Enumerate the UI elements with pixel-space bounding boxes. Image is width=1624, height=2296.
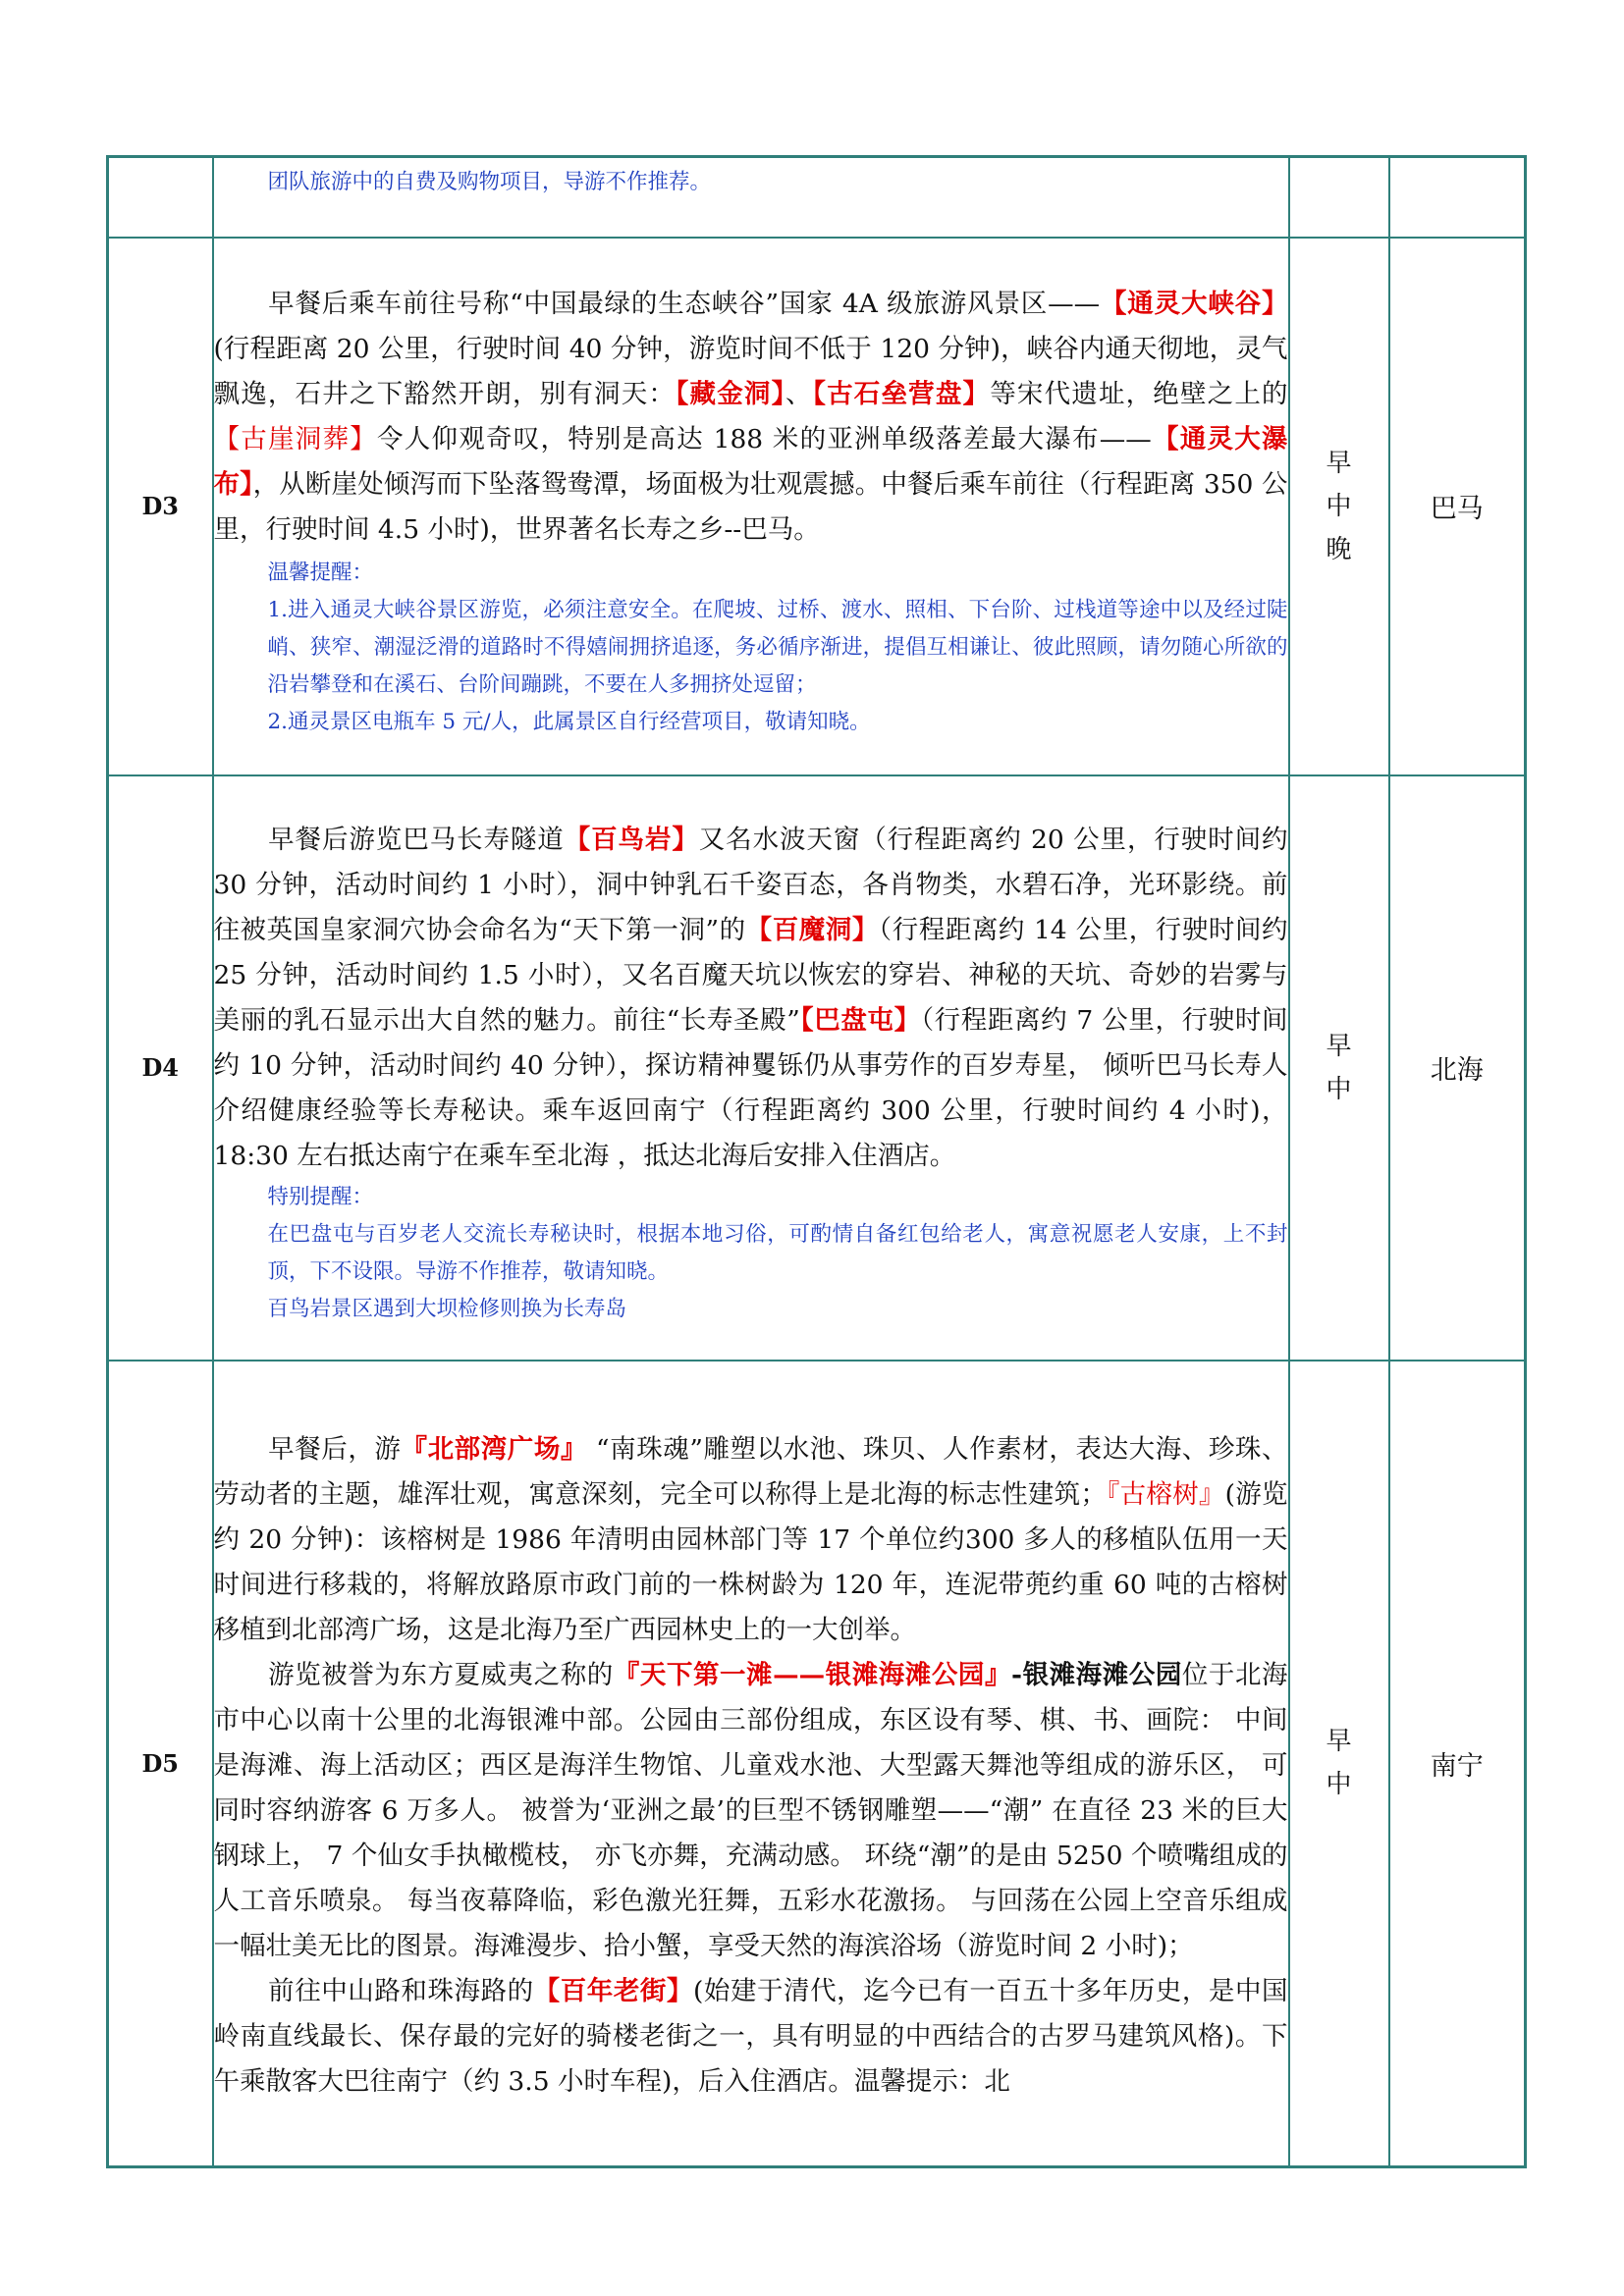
day-cell: D3: [108, 238, 213, 775]
attraction-name: 【通灵大峡谷】: [1100, 288, 1288, 319]
meal-breakfast: 早: [1326, 1727, 1352, 1757]
meal-cell: [1289, 157, 1389, 238]
attraction-name: 【古石垒营盘】: [812, 378, 991, 409]
paragraph: 前往中山路和珠海路的【百年老街】(始建于清代，迄今已有一百五十多年历史，是中国岭南直线最长、保存最的完好的骑楼老街之一，具有明显的中西结合的古罗马建筑风格)。下午乘散客大巴往南宁（约 3.5 小时车程)，后入住酒店。温馨提示：北: [213, 1976, 1288, 2098]
meal-breakfast: 早: [1326, 1031, 1352, 1061]
content-cell: [213, 238, 1289, 775]
stay-cell: 北海: [1389, 775, 1526, 1361]
paragraph: 早餐后，游『北部湾广场』 “南珠魂”雕塑以水池、珠贝、人作素材，表达大海、珍珠、劳动者的主题，雄浑壮观，寓意深刻，完全可以称得上是北海的标志性建筑；『古榕树』(游览约 20 分钟)：该榕树是 1986 年清明由园林部门等 17 个单位约300 多人的移植队伍用一天时间进行移栽的，将解放路原市政门前的一株树龄为 120 年，连泥带蔸约重 60 吨的古榕树移植到北部湾广场，这是北海乃至广西园林史上的一大创举。: [213, 1434, 1288, 1646]
table-row: [108, 775, 1526, 1361]
attraction-name: 【古崖洞葬】: [213, 423, 377, 454]
table-row: [108, 1361, 1526, 2167]
tip-text: 2.通灵景区电瓶车 5 元/人，此属景区自行经营项目，敬请知晓。: [267, 709, 871, 734]
stay-cell: 巴马: [1389, 238, 1526, 775]
attraction-name: 【百魔洞】: [745, 914, 879, 945]
day-cell: [108, 157, 213, 238]
tip-title: 特别提醒：: [267, 1184, 374, 1209]
tip-text: 百鸟岩景区遇到大坝检修则换为长寿岛: [267, 1296, 627, 1321]
meal-lunch: 中: [1326, 1074, 1352, 1104]
tip-title: 温馨提醒：: [267, 560, 374, 585]
paragraph: 游览被誉为东方夏威夷之称的『天下第一滩——银滩海滩公园』-银滩海滩公园位于北海市中心以南十公里的北海银滩中部。公园由三部份组成，东区设有琴、棋、书、画院： 中间是海滩、海上活动区；西区是海洋生物馆、儿童戏水池、大型露天舞池等组成的游乐区， 可同时容纳游客 6 万多人。 被誉为‘亚洲之最’的巨型不锈钢雕塑——“潮” 在直径 23 米的巨大钢球上， 7 个仙女手执橄榄枝， 亦飞亦舞，充满动感。 环绕“潮”的是由 5250 个喷嘴组成的人工音乐喷泉。 每当夜幕降临，彩色激光狂舞，五彩水花激扬。 与回荡在公园上空音乐组成一幅壮美无比的图景。海滩漫步、拾小蟹，享受天然的海滨浴场（游览时间 2 小时)；: [213, 1660, 1288, 1962]
paragraph: 早餐后乘车前往号称“中国最绿的生态峡谷”国家 4A 级旅游风景区——【通灵大峡谷】(行程距离 20 公里，行驶时间 40 分钟，游览时间不低于 120 分钟)，峡谷内通天彻地，灵气飘逸，石井之下豁然开朗，别有洞天：【藏金洞】、【古石垒营盘】等宋代遗址，绝壁之上的【古崖洞葬】令人仰观奇叹，特别是高达 188 米的亚洲单级落差最大瀑布——【通灵大瀑布】，从断崖处倾泻而下坠落鸳鸯潭，场面极为壮观震撼。中餐后乘车前往（行程距离 350 公里，行驶时间 4.5 小时)，世界著名长寿之乡--巴马。: [213, 288, 1288, 545]
paragraph: 早餐后游览巴马长寿隧道【百鸟岩】又名水波天窗（行程距离约 20 公里，行驶时间约 30 分钟，活动时间约 1 小时），洞中钟乳石千姿百态，各肖物类，水碧石净，光环影绕。前往被英国皇家洞穴协会命名为“天下第一洞”的【百魔洞】（行程距离约 14 公里，行驶时间约 25 分钟，活动时间约 1.5 小时），又名百魔天坑以恢宏的穿岩、神秘的天坑、奇妙的岩雾与美丽的乳石显示出大自然的魅力。前往“长寿圣殿”【巴盘屯】（行程距离约 7 公里，行驶时间约 10 分钟，活动时间约 40 分钟），探访精神矍铄仍从事劳作的百岁寿星， 倾听巴马长寿人介绍健康经验等长寿秘诀。乘车返回南宁（行程距离约 300 公里，行驶时间约 4 小时)，18:30 左右抵达南宁在乘车至北海 ，抵达北海后安排入住酒店。: [213, 824, 1288, 1171]
attraction-name: 【藏金洞】: [676, 378, 785, 409]
tip-text: 1.进入通灵大峡谷景区游览，必须注意安全。在爬坡、过桥、渡水、照相、下台阶、过栈道等途中以及经过陡峭、狭窄、潮湿泛滑的道路时不得嬉闹拥挤追逐，务必循序渐进，提倡互相谦让、彼此照顾，请勿随心所欲的沿岩攀登和在溪石、台阶间蹦跳，不要在人多拥挤处逗留；: [267, 597, 1288, 697]
meal-dinner: 晚: [1326, 534, 1352, 564]
attraction-name: 【百鸟岩】: [564, 824, 699, 855]
attraction-name: 『北部湾广场』: [401, 1434, 588, 1466]
attraction-name: 【巴盘屯】: [799, 1004, 921, 1036]
content-cell: [213, 775, 1289, 1361]
meal-cell: [1289, 1361, 1389, 2167]
stay-cell: [1389, 157, 1526, 238]
table-row: [108, 238, 1526, 775]
attraction-name: 『天下第一滩——银滩海滩公园』: [613, 1660, 1012, 1691]
note-text: 团队旅游中的自费及购物项目，导游不作推荐。: [267, 170, 712, 194]
attraction-name: 『古榕树』: [1106, 1479, 1225, 1511]
day-cell: D4: [108, 775, 213, 1361]
stay-cell: 南宁: [1389, 1361, 1526, 2167]
meal-cell: [1289, 775, 1389, 1361]
meal-cell: [1289, 238, 1389, 775]
attraction-name: 【百年老街】: [533, 1976, 693, 2007]
meal-breakfast: 早: [1326, 448, 1352, 478]
content-cell: [213, 1361, 1289, 2167]
meal-lunch: 中: [1326, 1770, 1352, 1800]
tip-text: 在巴盘屯与百岁老人交流长寿秘诀时，根据本地习俗，可酌情自备红包给老人，寓意祝愿老人安康，上不封顶，下不设限。导游不作推荐，敬请知晓。: [267, 1221, 1288, 1284]
content-cell: [213, 157, 1289, 238]
itinerary-table: [106, 155, 1527, 2168]
day-cell: D5: [108, 1361, 213, 2167]
meal-lunch: 中: [1326, 491, 1352, 521]
attraction-name: 【通灵大瀑布】: [213, 423, 1288, 500]
table-row: [108, 157, 1526, 238]
